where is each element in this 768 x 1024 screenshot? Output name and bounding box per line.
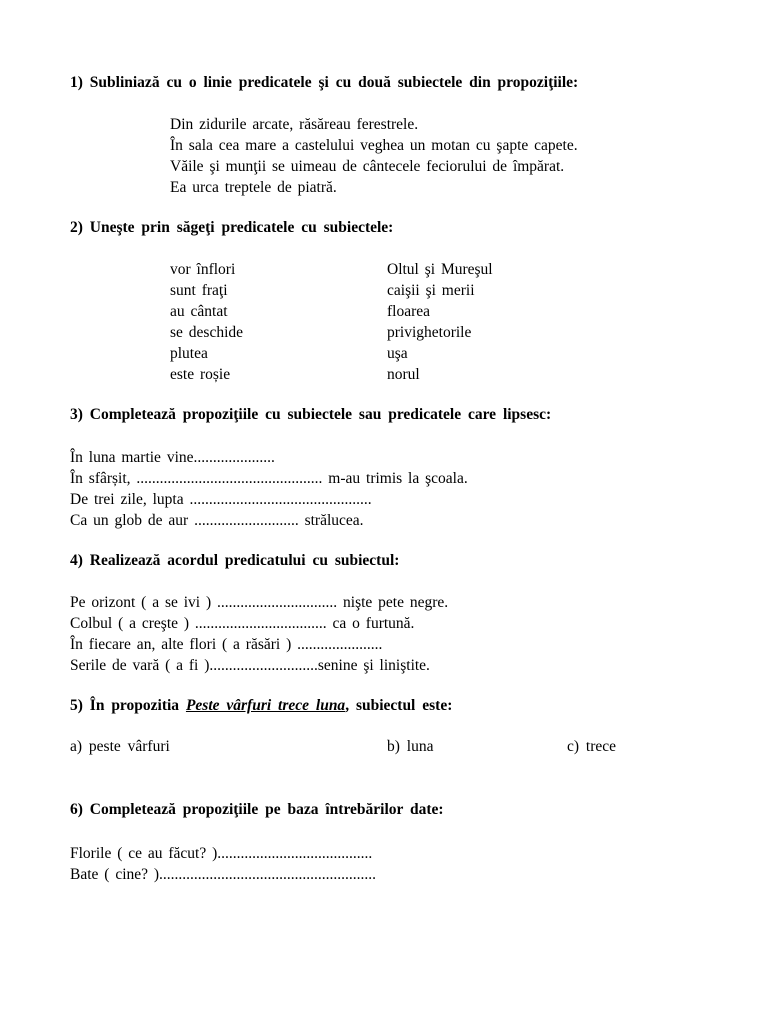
- ex2-subject: caişii şi merii: [387, 282, 475, 299]
- ex2-predicate: vor înflori: [170, 261, 236, 278]
- ex3-sentence: În luna martie vine.....................: [70, 449, 275, 466]
- ex4-sentence: Colbul ( a creşte ) .................................. ca o furtună.: [70, 615, 415, 632]
- ex3-sentence: Ca un glob de aur ........................... strălucea.: [70, 512, 364, 529]
- ex4-title: 4) Realizează acordul predicatului cu subiectul:: [70, 552, 400, 569]
- ex3-title: 3) Completează propoziţiile cu subiectele sau predicatele care lipsesc:: [70, 406, 552, 423]
- ex5-option-a: a) peste vârfuri: [70, 738, 170, 755]
- ex5-title: [70, 697, 452, 715]
- ex6-sentence: Bate ( cine? )........................................................: [70, 866, 377, 883]
- ex1-sentence: În sala cea mare a castelului veghea un motan cu şapte capete.: [170, 137, 578, 154]
- ex2-predicate: se deschide: [170, 324, 244, 341]
- ex5-title-prefix: 5) În propozitia: [70, 697, 186, 714]
- ex2-title: 2) Uneşte prin săgeţi predicatele cu subiectele:: [70, 219, 394, 236]
- ex4-sentence: Serile de vară ( a fi )............................senine şi liniştite.: [70, 657, 430, 674]
- ex2-subject: norul: [387, 366, 420, 383]
- ex2-subject: floarea: [387, 303, 431, 320]
- ex5-option-c: c) trece: [567, 738, 617, 755]
- ex2-subject: Oltul şi Mureşul: [387, 261, 493, 278]
- ex1-sentence: Din zidurile arcate, răsăreau ferestrele.: [170, 116, 419, 133]
- ex1-sentence: Văile şi munţii se uimeau de cântecele feciorului de împărat.: [170, 158, 565, 175]
- ex4-sentence: Pe orizont ( a se ivi ) ............................... nişte pete negre.: [70, 594, 449, 611]
- ex2-subject: uşa: [387, 345, 408, 362]
- ex6-sentence: Florile ( ce au făcut? )........................................: [70, 845, 373, 862]
- ex2-predicate: sunt fraţi: [170, 282, 228, 299]
- ex2-predicate: este roșie: [170, 366, 231, 383]
- ex4-sentence: În fiecare an, alte flori ( a răsări ) ......................: [70, 636, 383, 653]
- ex5-title-suffix: , subiectul este:: [345, 697, 453, 714]
- ex6-title: 6) Completează propoziţiile pe baza întrebărilor date:: [70, 801, 444, 818]
- ex5-title-sentence: Peste vârfuri trece luna: [185, 697, 346, 714]
- ex1-title: 1) Subliniază cu o linie predicatele şi cu două subiectele din propoziţiile:: [70, 74, 579, 91]
- ex2-predicate: au cântat: [170, 303, 228, 320]
- ex5-option-b: b) luna: [387, 738, 434, 755]
- ex3-sentence: În sfârșit, ................................................ m-au trimis la şcoala.: [70, 470, 468, 487]
- ex3-sentence: De trei zile, lupta ...............................................: [70, 491, 372, 508]
- ex2-predicate: plutea: [170, 345, 208, 362]
- ex2-subject: privighetorile: [387, 324, 472, 341]
- ex1-sentence: Ea urca treptele de piatră.: [170, 179, 337, 196]
